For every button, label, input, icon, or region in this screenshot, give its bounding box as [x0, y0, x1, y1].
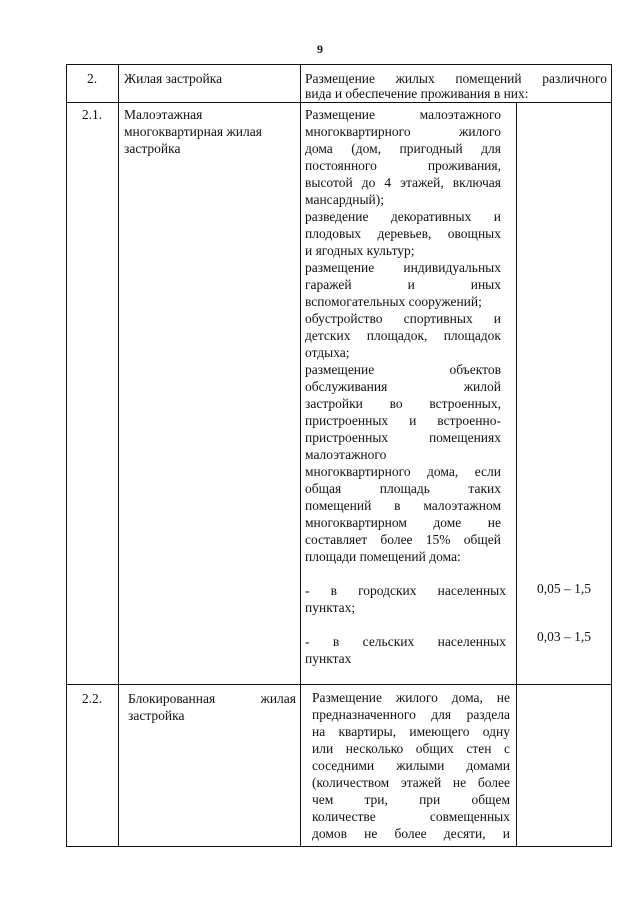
row-2-1-desc-line: гаражей и иных [305, 277, 501, 292]
row-2-1-sub-rural-line-2: пунктах [305, 651, 352, 666]
row-2-2-name-line-1: Блокированная жилая [128, 691, 296, 706]
row-2-number: 2. [86, 71, 98, 86]
row-2-1-desc-line: малоэтажного [305, 447, 387, 462]
row-2-1-desc-line: площади помещений дома: [305, 549, 461, 564]
row-divider-2-1 [66, 102, 612, 103]
row-2-1-desc-line: вспомогательных сооружений; [305, 294, 482, 309]
row-2-1-rural-value: 0,03 – 1,5 [537, 629, 591, 644]
row-2-1-desc-line: помещений в малоэтажном [305, 498, 501, 513]
row-2-1-desc-line: разведение декоративных и [305, 209, 501, 224]
table-top-border [66, 64, 612, 65]
row-divider-2-2 [66, 684, 612, 685]
row-2-desc-line-1: Размещение жилых помещений различного [305, 71, 607, 86]
row-2-1-desc-line: Размещение малоэтажного [305, 107, 501, 122]
row-2-1-sub-urban-line-2: пунктах; [305, 600, 356, 615]
row-2-2-name-line-2: застройка [128, 708, 185, 723]
row-2-1-sub-urban-line-1: - в городских населенных [305, 583, 506, 598]
row-2-1-desc-line: обслуживания жилой [305, 379, 501, 394]
row-2-2-number: 2.2. [81, 691, 103, 706]
row-2-1-desc-line: размещение индивидуальных [305, 260, 501, 275]
row-2-2-desc-line: количестве совмещенных [312, 809, 510, 824]
row-2-1-desc-line: многоквартирного жилого [305, 124, 501, 139]
row-2-2-desc-line: на квартиры, имеющего одну [312, 724, 510, 739]
row-2-desc-line-2: вида и обеспечение проживания в них: [305, 86, 529, 101]
row-2-1-urban-value: 0,05 – 1,5 [537, 581, 591, 596]
row-2-1-desc-line: постоянного проживания, [305, 158, 501, 173]
row-2-1-desc-line: размещение объектов [305, 362, 501, 377]
page-number: 9 [317, 42, 323, 56]
row-2-1-desc-line: застройки во встроенных, [305, 396, 501, 411]
row-2-2-desc-line: (количеством этажей не более [312, 775, 510, 790]
row-2-1-desc-line: обустройство спортивных и [305, 311, 501, 326]
col-divider-2 [300, 64, 301, 846]
table-right-border [611, 64, 612, 846]
row-2-1-desc-line: пристроенных помещениях [305, 430, 501, 445]
row-2-1-name-line-1: Малоэтажная [124, 107, 203, 122]
table-bottom-border [66, 846, 612, 847]
row-2-1-desc-line: детских площадок, площадок [305, 328, 501, 343]
row-2-1-desc-line: пристроенных и встроенно- [305, 413, 501, 428]
row-2-2-desc-line: соседними жилыми домами [312, 758, 510, 773]
row-2-1-desc-line: отдыха; [305, 345, 350, 360]
table-left-border [66, 64, 67, 846]
row-2-1-desc-line: общая площадь таких [305, 481, 501, 496]
col-divider-3 [516, 102, 517, 846]
row-2-2-desc-line: домов не более десяти, и [312, 826, 510, 841]
row-2-1-number: 2.1. [81, 107, 103, 122]
row-2-2-desc-line: чем три, при общем [312, 792, 510, 807]
row-2-1-desc-line: дома (дом, пригодный для [305, 141, 501, 156]
row-2-1-desc-line: многоквартирного дома, если [305, 464, 501, 479]
row-2-name: Жилая застройка [124, 71, 223, 86]
row-2-1-desc-line: высотой до 4 этажей, включая [305, 175, 501, 190]
row-2-1-desc-line: составляет более 15% общей [305, 532, 501, 547]
row-2-2-desc-line: Размещение жилого дома, не [312, 690, 510, 705]
row-2-1-desc-line: многоквартирном доме не [305, 515, 501, 530]
row-2-1-desc-line: мансардный); [305, 192, 385, 207]
row-2-1-name-line-2: многоквартирная жилая [124, 124, 262, 139]
row-2-1-sub-rural-line-1: - в сельских населенных [305, 634, 506, 649]
row-2-2-desc-line: предназначенного для раздела [312, 707, 510, 722]
col-divider-1 [118, 64, 119, 846]
row-2-1-desc-line: и ягодных культур; [305, 243, 415, 258]
row-2-1-name-line-3: застройка [124, 141, 181, 156]
row-2-1-desc-line: плодовых деревьев, овощных [305, 226, 501, 241]
row-2-2-desc-line: или несколько общих стен с [312, 741, 510, 756]
